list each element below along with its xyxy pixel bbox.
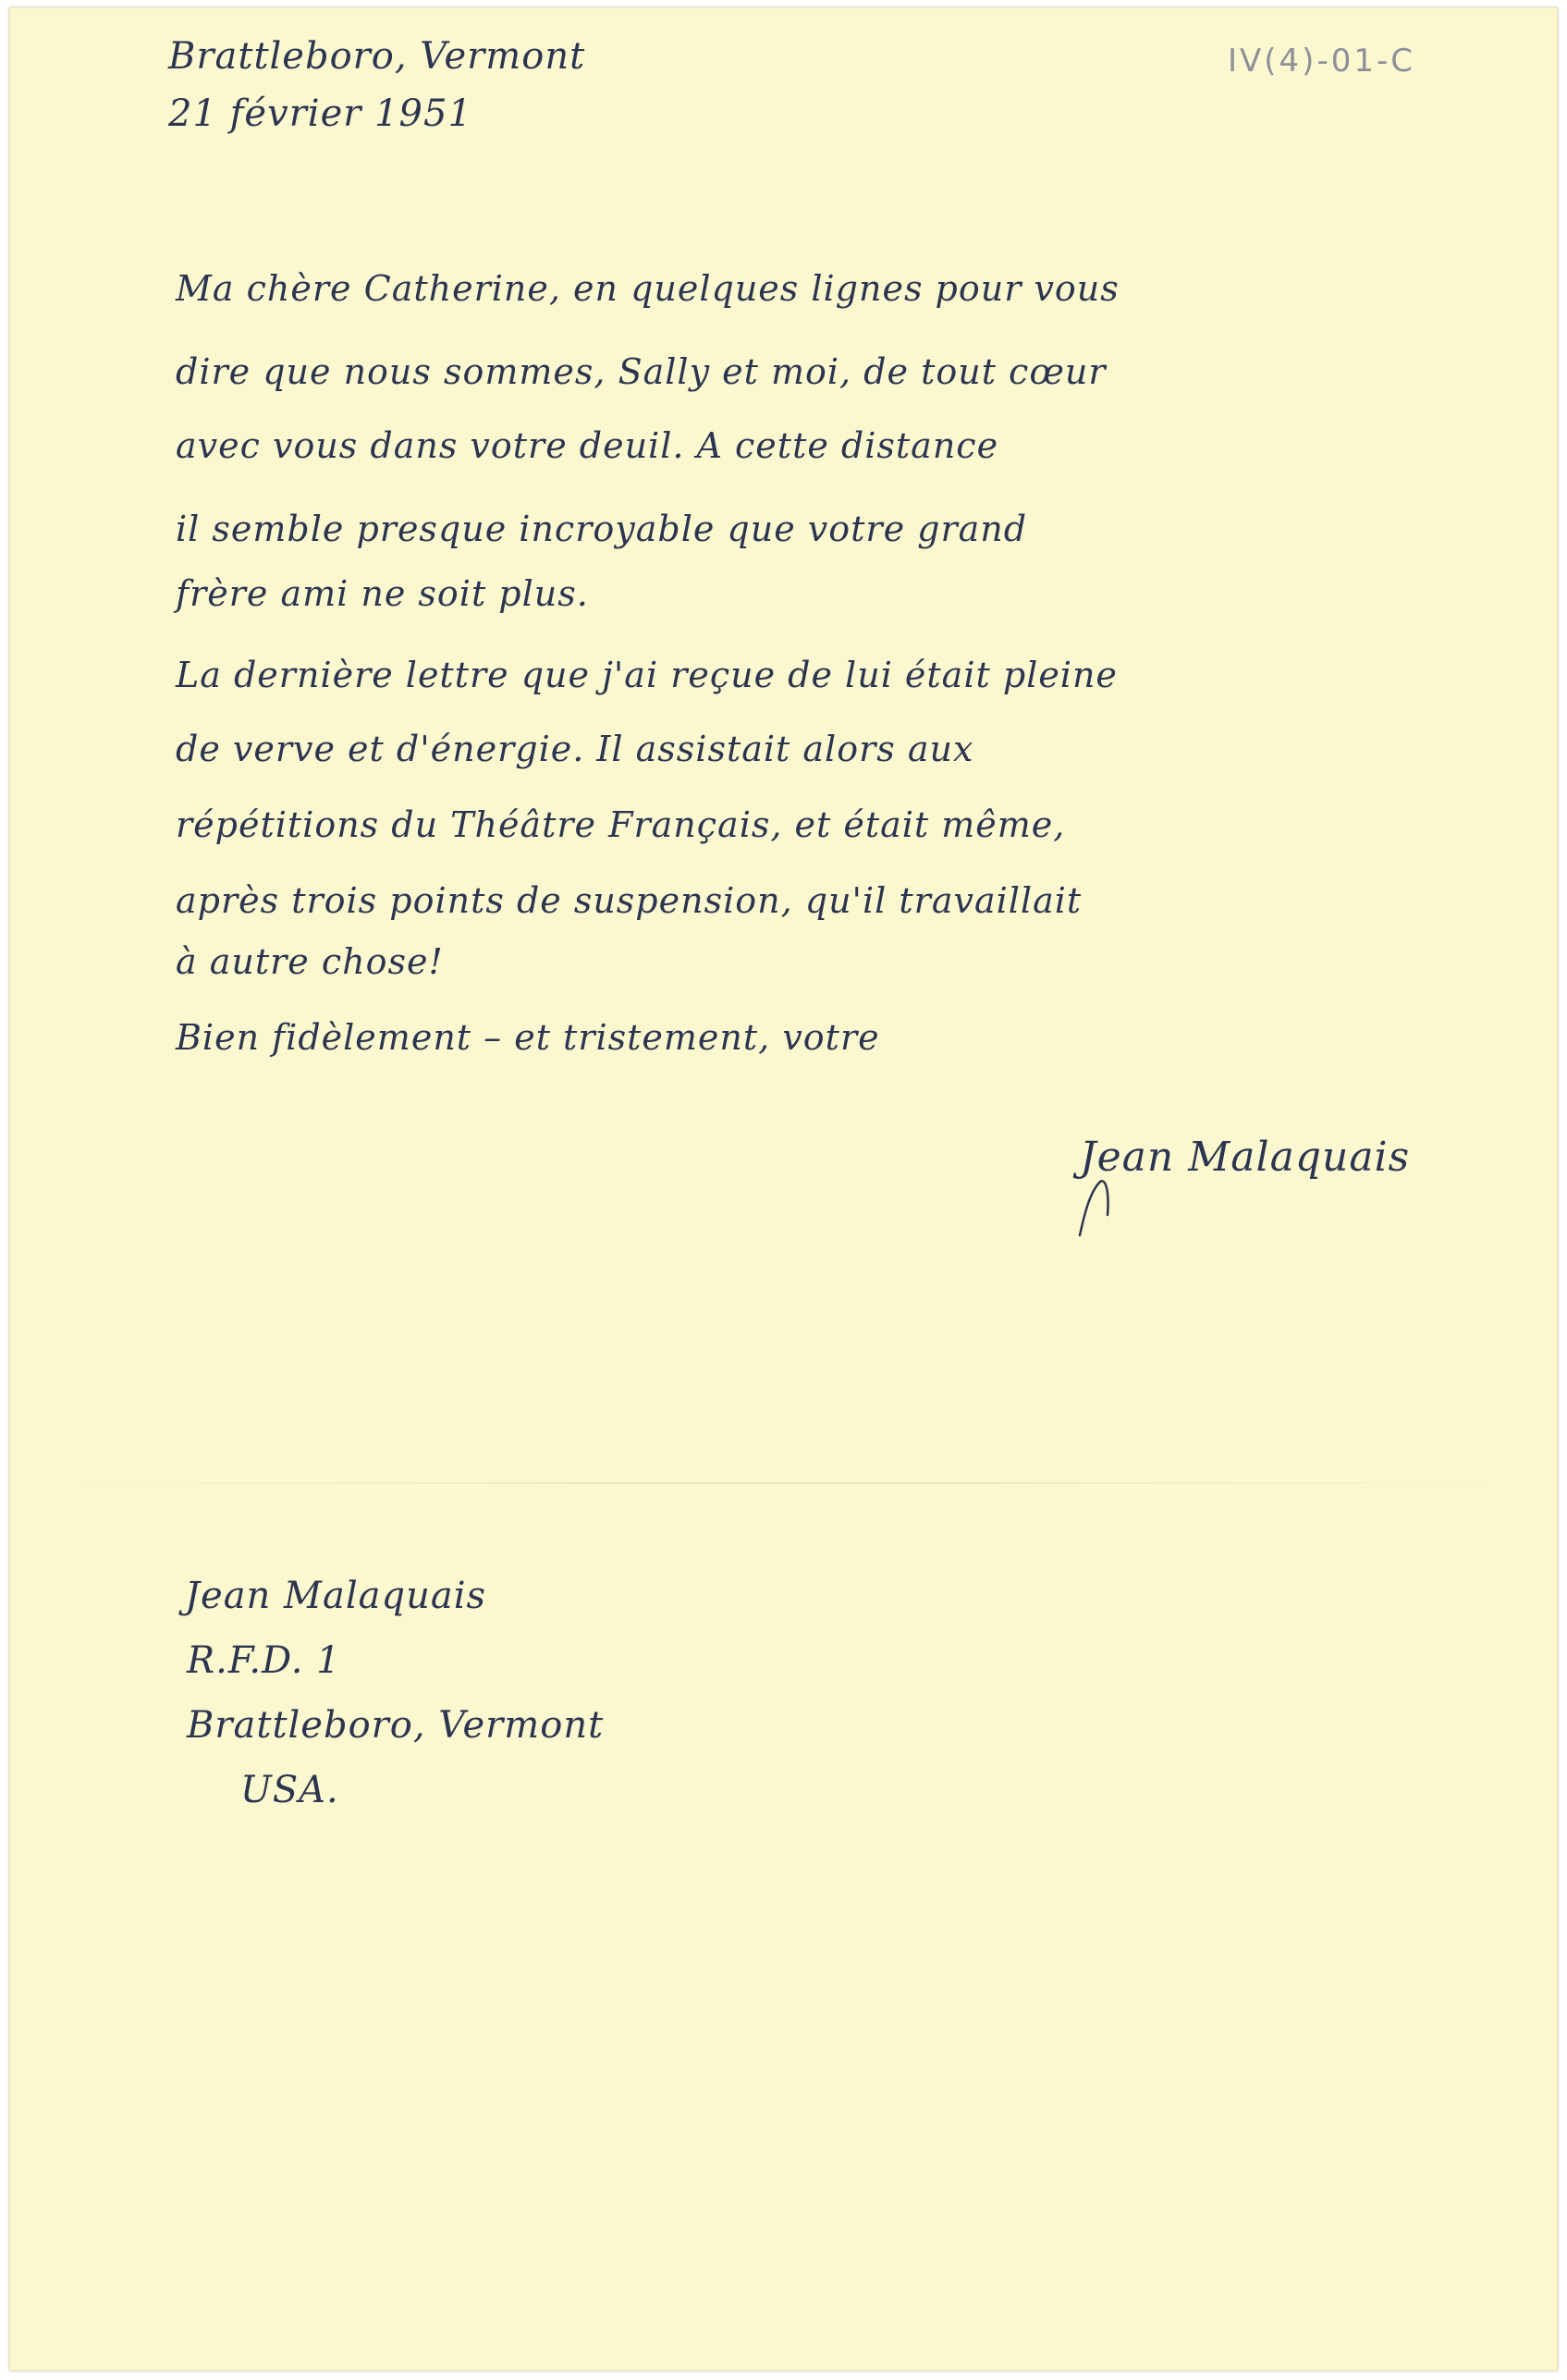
- letter-place: Brattleboro, Vermont: [168, 35, 586, 78]
- body-line: de verve et d'énergie. Il assistait alors aux: [176, 729, 974, 769]
- letter-date: 21 février 1951: [168, 92, 472, 135]
- letter-sheet: [9, 7, 1558, 2371]
- archive-reference: IV(4)-01-C: [1228, 43, 1415, 80]
- handwritten-signature: Jean Malaquais: [1080, 1134, 1411, 1181]
- address-name: Jean Malaquais: [185, 1575, 487, 1617]
- address-country: USA.: [240, 1769, 339, 1811]
- body-line: Bien fidèlement – et tristement, votre: [176, 1017, 880, 1058]
- body-line: frère ami ne soit plus.: [176, 573, 589, 614]
- body-line: à autre chose!: [176, 941, 444, 982]
- body-line: dire que nous sommes, Sally et moi, de tout cœur: [176, 351, 1107, 392]
- fold-line: [9, 1482, 1558, 1484]
- body-line: avec vous dans votre deuil. A cette distance: [176, 425, 999, 466]
- body-line: Ma chère Catherine, en quelques lignes pour vous: [176, 268, 1120, 309]
- address-town: Brattleboro, Vermont: [187, 1704, 605, 1747]
- body-line: répétitions du Théâtre Français, et était même,: [176, 804, 1066, 845]
- body-line: La dernière lettre que j'ai reçue de lui était pleine: [176, 655, 1118, 695]
- address-route: R.F.D. 1: [187, 1639, 341, 1682]
- body-line: après trois points de suspension, qu'il travaillait: [176, 880, 1083, 921]
- body-line: il semble presque incroyable que votre grand: [176, 509, 1028, 549]
